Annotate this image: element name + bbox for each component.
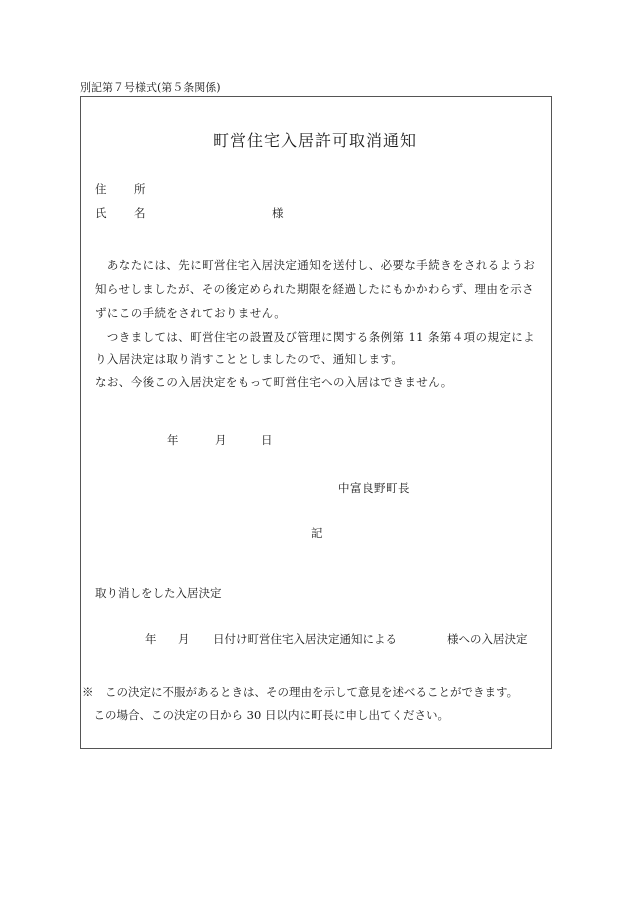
name-label: 氏 名 (95, 206, 154, 220)
address-label: 住 所 (95, 182, 154, 196)
body-line: つきましては、町営住宅の設置及び管理に関する条例第 11 条第４項の規定によ (95, 330, 536, 344)
body-line: 知らせしましたが、その後定められた期限を経過したにもかかわらず、理由を示さ (95, 282, 535, 296)
decision-to-person: 様への入居決定 (447, 632, 528, 646)
body-line: ずにこの手続をされておりません。 (95, 306, 287, 320)
date-year: 年 (167, 433, 179, 447)
issuer-name: 中富良野町長 (338, 481, 410, 495)
document-title: 町営住宅入居許可取消通知 (212, 131, 417, 150)
decision-month: 月 (178, 632, 190, 646)
body-line: り入居決定は取り消すこととしましたので、通知します。 (95, 352, 404, 366)
note-line: この場合、この決定の日から 30 日以内に町長に申し出てください。 (82, 708, 449, 722)
form-number-label: 別記第７号様式(第５条関係) (80, 81, 221, 94)
cancelled-decision-label: 取り消しをした入居決定 (95, 586, 222, 600)
ki-heading: 記 (311, 526, 323, 540)
body-line: なお、今後この入居決定をもって町営住宅への入居はできません。 (95, 375, 453, 389)
decision-dated-notice: 日付け町営住宅入居決定通知による (213, 632, 397, 646)
honorific-sama: 様 (272, 206, 284, 220)
decision-year: 年 (145, 632, 157, 646)
body-line: あなたには、先に町営住宅入居決定通知を送付し、必要な手続きをされるようお (95, 258, 536, 272)
note-line: ※ この決定に不服があるときは、その理由を示して意見を述べることができます。 (82, 685, 519, 699)
date-month: 月 (215, 433, 227, 447)
date-day: 日 (261, 433, 273, 447)
